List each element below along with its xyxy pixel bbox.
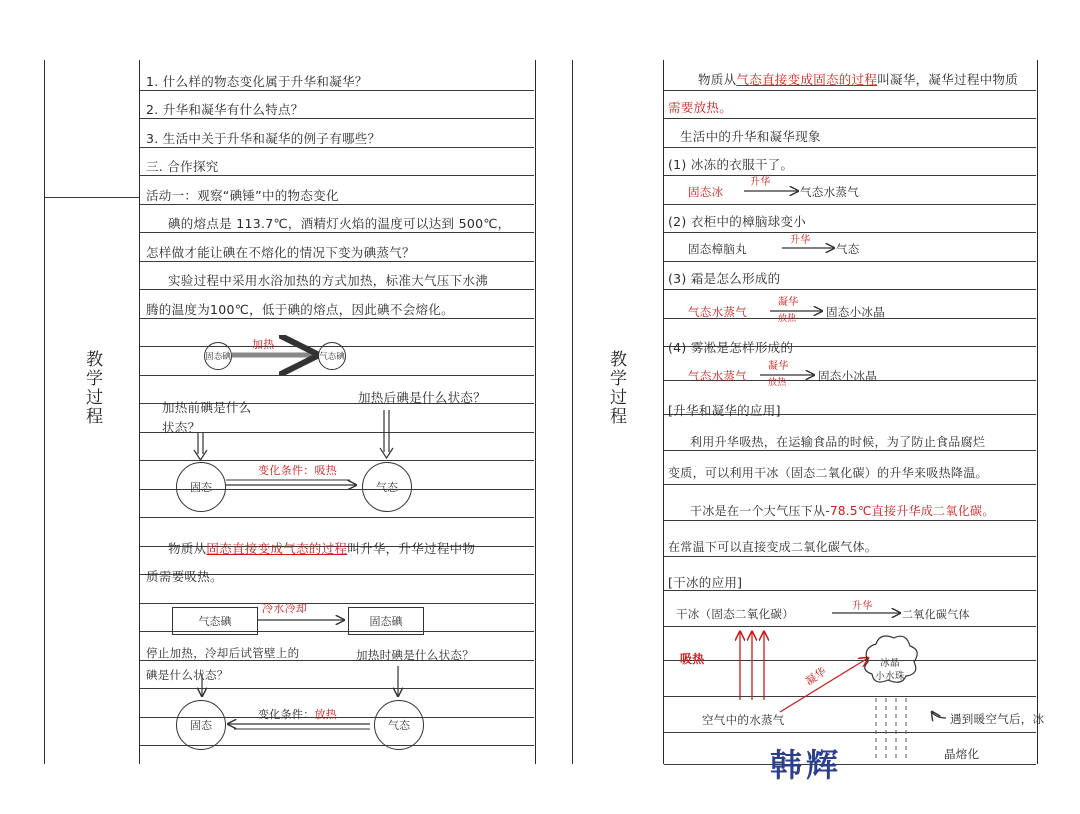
diagram1-label: 加热 (252, 338, 275, 351)
dry-ice-red: -78.5℃直接升华成二氧化碳。 (825, 504, 995, 518)
diagram3-to-box: 固态碘 (348, 607, 424, 635)
warm-air-note-1: 遇到暖空气后，冰 (950, 712, 1045, 726)
diagram4-label-pre: 变化条件： (258, 708, 315, 721)
paragraph-1b: 怎样做才能让碘在不熔化的情况下变为碘蒸气？ (146, 245, 415, 260)
diagram2-gas-circle: 气态 (362, 462, 412, 512)
e3-from: 气态水蒸气 (688, 305, 747, 319)
r-def-red: 气态直接变成固态的过程 (736, 72, 878, 87)
diagram1-from-circle: 固态碘 (204, 342, 232, 370)
example-2: (2) 衣柜中的樟脑球变小 (668, 214, 807, 229)
applications-heading: [升华和凝华的应用] (668, 403, 781, 418)
dry-ice-fact-2: 在常温下可以直接变成二氧化碳气体。 (668, 540, 878, 554)
e4-to: 固态小冰晶 (818, 369, 877, 383)
dry-ice-applications-heading: [干冰的应用] (668, 575, 743, 590)
diagram2-label: 变化条件：吸热 (258, 464, 338, 477)
e2-arrow-label: 升华 (790, 235, 811, 246)
question-before-heating-2: 状态？ (162, 420, 201, 435)
e1-from-red: 固态冰 (688, 185, 724, 199)
water-vapor-label: 空气中的水蒸气 (702, 713, 785, 727)
question-during-heating: 加热时碘是什么状态？ (356, 648, 474, 662)
paragraph-1a: 碘的熔点是 113.7℃，酒精灯火焰的温度可以达到 500℃， (168, 216, 511, 231)
question-3: 3. 生活中关于升华和凝华的例子有哪些？ (146, 131, 381, 146)
cloud-text: 冰晶 小水珠 (875, 658, 905, 682)
application-1a: 利用升华吸热，在运输食品的时候，为了防止食品腐烂 (690, 435, 986, 449)
question-2: 2. 升华和凝华有什么特点？ (146, 102, 304, 117)
e1-to: 气态水蒸气 (800, 185, 859, 199)
e4-arrow-label: 凝华 (768, 361, 789, 372)
deposition-definition-2: 需要放热。 (668, 100, 733, 115)
def-red: 固态直接变成气态的过程 (206, 541, 348, 556)
question-1: 1. 什么样的物态变化属于升华和凝华？ (146, 74, 368, 89)
example-1: (1) 冰冻的衣服干了。 (668, 157, 794, 172)
e3-arrow-label: 凝华 (778, 297, 799, 308)
e3-to: 固态小冰晶 (826, 305, 885, 319)
e2-to: 气态 (836, 242, 860, 256)
question-stop-heating-2: 碘是什么状态？ (146, 668, 229, 682)
signature: 韩辉 (770, 746, 843, 784)
activity-heading: 活动一：观察“碘锤”中的物态变化 (146, 188, 339, 203)
diagram4-gas-circle: 气态 (374, 700, 424, 750)
diagram2-solid-circle: 固态 (176, 462, 226, 512)
application-1b: 变质，可以利用干冰（固态二氧化碳）的升华来吸热降温。 (668, 466, 988, 480)
absorb-heat-label: 吸热 (680, 652, 705, 666)
paragraph-2a: 实验过程中采用水浴加热的方式加热，标准大气压下水沸 (168, 273, 489, 288)
condense-label: 凝华 (803, 664, 830, 689)
diagram4-label-red: 放热 (314, 708, 338, 721)
dry-ice-arrow-label: 升华 (852, 601, 873, 612)
life-examples-heading: 生活中的升华和凝华现象 (680, 129, 821, 144)
example-4: (4) 雾凇是怎样形成的 (668, 340, 794, 355)
dry-ice-formula-to: 二氧化碳气体 (902, 608, 970, 621)
diagram4-solid-circle: 固态 (176, 700, 226, 750)
e4-arrow-label-2: 放热 (768, 378, 787, 388)
cloud-icon (865, 636, 917, 682)
diagram1-to-circle: 气态碘 (318, 342, 346, 370)
side-label-right: 教学过程 (606, 350, 626, 426)
section-heading: 三. 合作探究 (146, 159, 219, 174)
paragraph-2b: 腾的温度为100℃，低于碘的熔点，因此碘不会熔化。 (146, 302, 454, 317)
dry-ice-formula-from: 干冰（固态二氧化碳） (676, 607, 794, 621)
e4-from: 气态水蒸气 (688, 369, 747, 383)
side-label: 教学过程 (82, 350, 102, 426)
question-stop-heating: 停止加热，冷却后试管壁上的 (146, 646, 300, 660)
warm-air-note-2: 晶熔化 (944, 747, 980, 761)
question-before-heating: 加热前碘是什么 (162, 400, 252, 415)
r-def-pre: 物质从 (698, 72, 737, 87)
dry-ice-pre: 干冰是在一个大气压下从 (690, 504, 826, 518)
diagram3-label: 冷水冷却 (262, 602, 308, 615)
def-post: 叫升华，升华过程中物 (347, 541, 476, 556)
e2-from: 固态樟脑丸 (688, 242, 747, 256)
example-3: (3) 霜是怎么形成的 (668, 271, 781, 286)
e1-arrow-label: 升华 (750, 177, 771, 188)
diagram3-from-box: 气态碘 (172, 607, 258, 635)
question-after-heating: 加热后碘是什么状态？ (358, 390, 487, 405)
sublimation-definition-2: 质需要吸热。 (146, 569, 223, 584)
r-def-post: 叫凝华，凝华过程中物质 (877, 72, 1019, 87)
e3-arrow-label-2: 放热 (778, 314, 797, 324)
def-pre: 物质从 (168, 541, 207, 556)
